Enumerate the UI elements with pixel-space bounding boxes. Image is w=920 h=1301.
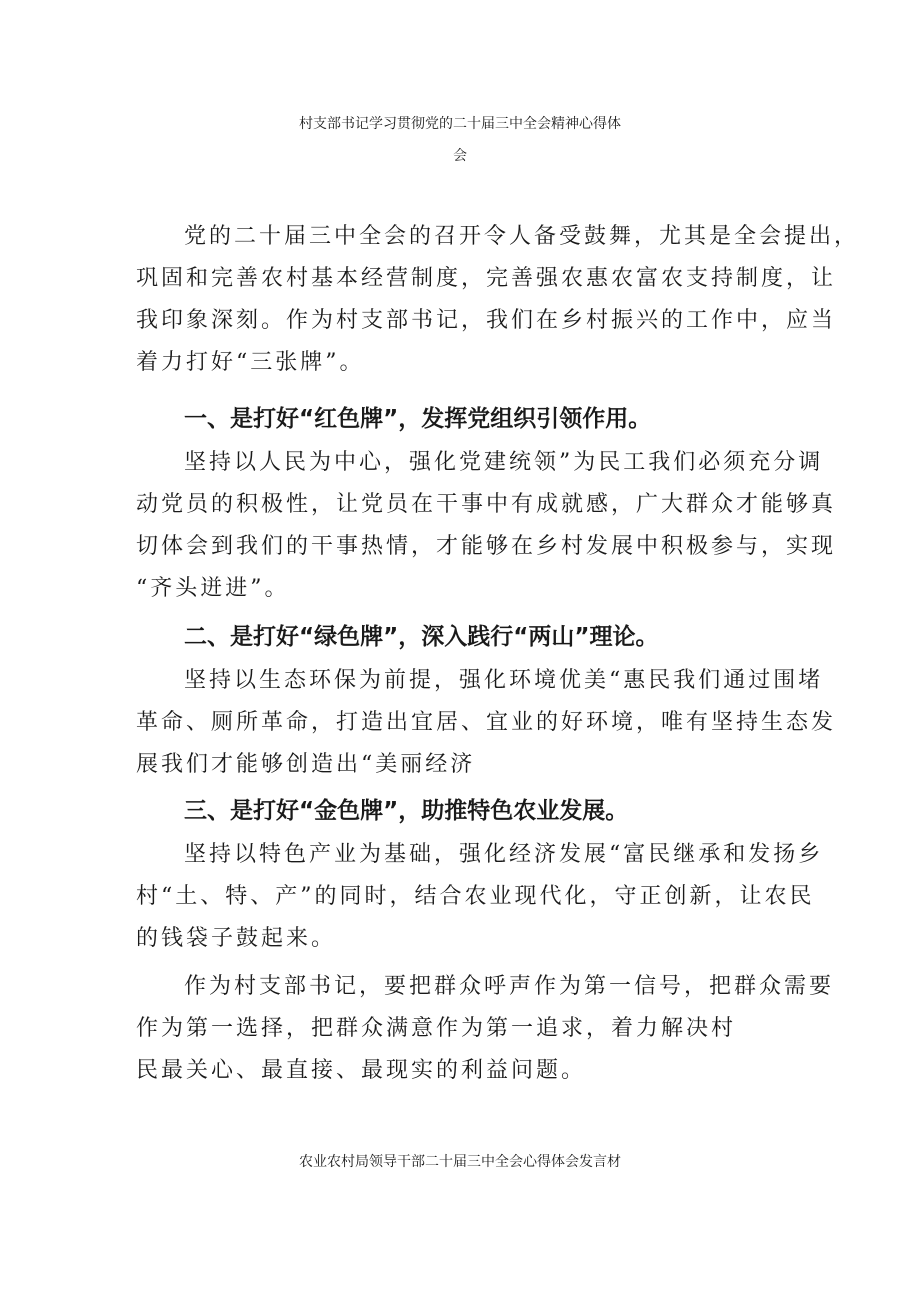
conclusion-line-1: 作为村支部书记，要把群众呼声作为第一信号，把群众需要	[184, 974, 835, 999]
title-line-1: 村支部书记学习贯彻党的二十届三中全会精神心得体	[299, 116, 621, 132]
section-3-line-2: 村“土、特、产”的同时，结合农业现代化，守正创新，让农民	[136, 884, 815, 909]
section-2-heading: 二、是打好“绿色牌”，深入践行“两山”理论。	[184, 624, 659, 650]
document-title	[0, 108, 920, 172]
section-3-line-3: 的钱袋子鼓起来。	[136, 926, 337, 951]
intro-paragraph	[136, 216, 860, 384]
section-1-line-3: 切体会到我们的干事热情，才能够在乡村发展中积极参与，实现	[136, 534, 837, 559]
conclusion-paragraph	[136, 966, 835, 1092]
section-1-heading: 一、是打好“红色牌”，发挥党组织引领作用。	[184, 406, 652, 432]
section-2-line-3: 展我们才能够创造出“美丽经济	[136, 752, 476, 777]
section-1-paragraph	[136, 442, 837, 610]
intro-line-3: 我印象深刻。作为村支部书记，我们在乡村振兴的工作中，应当	[136, 308, 837, 333]
intro-line-4: 着力打好“三张牌”。	[136, 350, 365, 375]
section-1-line-4: “齐头迸进”。	[136, 576, 290, 601]
section-3-heading: 三、是打好“金色牌”，助推特色农业发展。	[184, 798, 629, 824]
section-2-paragraph	[136, 660, 837, 786]
title-line-2: 会	[453, 148, 467, 164]
next-document-title: 农业农村局领导干部二十届三中全会心得体会发言材	[299, 1154, 621, 1170]
conclusion-line-3: 民最关心、最直接、最现实的利益问题。	[136, 1058, 587, 1083]
conclusion-line-2: 作为第一选择，把群众满意作为第一追求，着力解决村	[136, 1016, 737, 1041]
section-3-paragraph	[136, 834, 824, 960]
intro-line-2: 巩固和完善农村基本经营制度，完善强农惠农富农支持制度，让	[136, 266, 837, 291]
section-2-line-2: 革命、厕所革命，打造出宜居、宜业的好环境，唯有坚持生态发	[136, 710, 837, 735]
section-2-line-1: 坚持以生态环保为前提，强化环境优美“惠民我们通过围堵	[184, 668, 824, 693]
section-1-line-2: 动党员的积极性，让党员在干事中有成就感，广大群众才能够真	[136, 492, 837, 517]
intro-line-1: 党的二十届三中全会的召开令人备受鼓舞，尤其是全会提出，	[184, 224, 860, 249]
section-3-line-1: 坚持以特色产业为基础，强化经济发展“富民继承和发扬乡	[184, 842, 824, 867]
section-1-line-1: 坚持以人民为中心，强化党建统领”为民工我们必须充分调	[184, 450, 824, 475]
